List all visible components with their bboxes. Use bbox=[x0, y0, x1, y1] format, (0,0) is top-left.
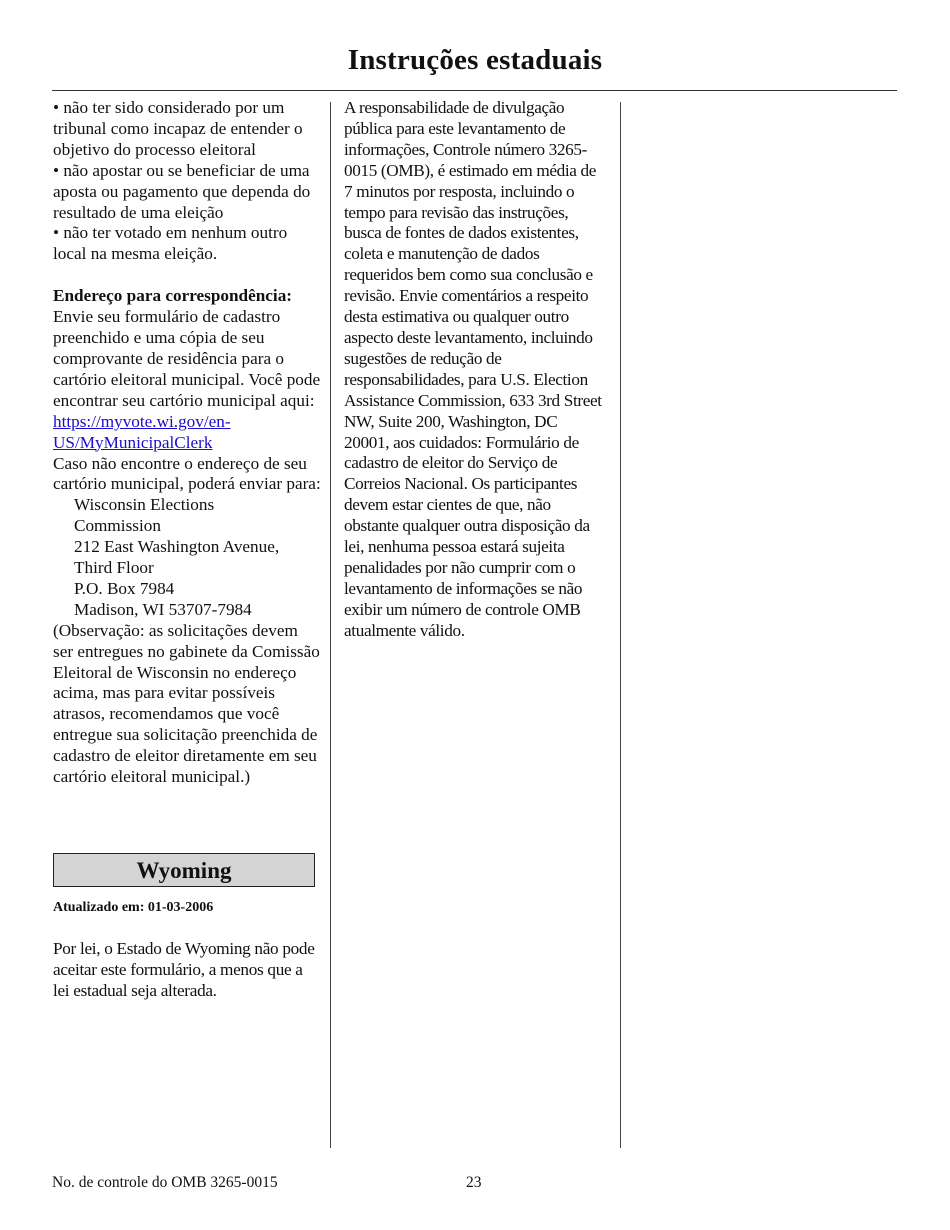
address-line: Commission bbox=[74, 516, 161, 536]
burden-statement: A responsabilidade de divulgação pública para este levantamento de informações, Controle número 3265-0015 (OMB), é estimado em média de 7 minutos por resposta, incluindo o tempo para revisão das instruções, busca de fontes de dados existentes, coleta e manutenção de dados requeridos bem como sua conclusão e revisão. Envie comentários a respeito desta estimativa ou qualquer outro aspecto deste levantamento, incluindo sugestões de redução de responsabilidades, para U.S. Election Assistance Commission, 633 3rd Street NW, Suite 200, Washington, DC 20001, aos cuidados: Formulário de cadastro de eleitor do Serviço de Correios Nacional. Os participantes devem estar cientes de que, não obstante qualquer outra disposição da lei, nenhuma pessoa estará sujeita penalidades por não cumprir com o levantamento de informações se não exibir um número de controle OMB atualmente válido. bbox=[344, 98, 602, 640]
page-number: 23 bbox=[466, 1174, 482, 1191]
mailing-address-heading: Endereço para correspondência: bbox=[53, 286, 293, 306]
column-divider-right bbox=[620, 102, 621, 1148]
spacer bbox=[53, 265, 321, 286]
fallback-text: Caso não encontre o endereço de seu cartório municipal, poderá enviar para: bbox=[53, 453, 321, 494]
mailing-instructions bbox=[53, 307, 321, 453]
address-line: Third Floor bbox=[74, 558, 154, 578]
mailing-text: Envie seu formulário de cadastro preenchido e uma cópia de seu comprovante de residência para o cartório eleitoral municipal. Você pode encontrar seu cartório municipal aqui: bbox=[53, 307, 321, 410]
title-divider bbox=[52, 90, 897, 91]
column-divider-left bbox=[330, 102, 331, 1148]
wyoming-instructions: Por lei, o Estado de Wyoming não pode aceitar este formulário, a menos que a lei estadual seja alterada. bbox=[53, 939, 315, 1000]
page-title: Instruções estaduais bbox=[347, 44, 603, 76]
address-line: P.O. Box 7984 bbox=[74, 578, 175, 598]
state-heading-wyoming: Wyoming bbox=[53, 853, 315, 887]
middle-column bbox=[344, 98, 606, 642]
eligibility-bullet: • não ter sido considerado por um tribunal como incapaz de entender o objetivo do processo eleitoral bbox=[53, 98, 303, 159]
omb-control-number: No. de controle do OMB 3265-0015 bbox=[52, 1174, 278, 1191]
municipal-clerk-link[interactable]: https://myvote.wi.gov/en-US/MyMunicipalClerk bbox=[53, 411, 231, 452]
eligibility-bullet: • não ter votado em nenhum outro local na mesma eleição. bbox=[53, 223, 288, 264]
address-line: 212 East Washington Avenue, bbox=[74, 537, 280, 557]
eligibility-bullet: • não apostar ou se beneficiar de uma aposta ou pagamento que dependa do resultado de uma eleição bbox=[53, 160, 311, 222]
delivery-note: (Observação: as solicitações devem ser entregues no gabinete da Comissão Eleitoral de Wisconsin no endereço acima, mas para evitar possíveis atrasos, recomendamos que você entregue sua solicitação preenchida de cadastro de eleitor diretamente em seu cartório eleitoral municipal.) bbox=[53, 620, 320, 787]
address-line: Madison, WI 53707-7984 bbox=[74, 599, 252, 619]
address-line: Wisconsin Elections bbox=[74, 495, 215, 515]
left-column bbox=[53, 98, 321, 788]
updated-date: Atualizado em: 01-03-2006 bbox=[53, 900, 214, 915]
